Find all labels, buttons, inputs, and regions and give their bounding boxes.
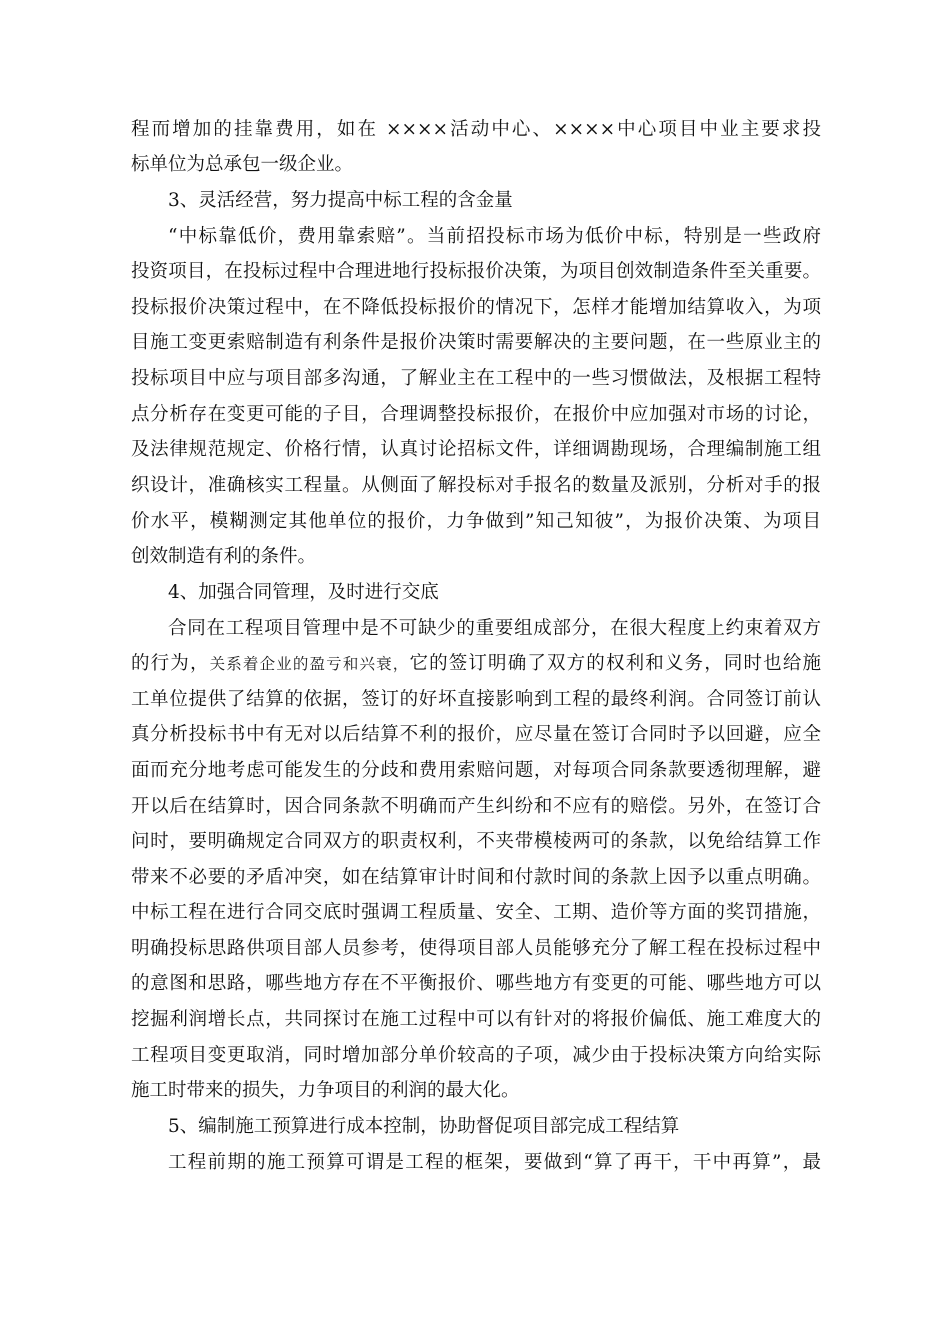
text-line: 面而充分地考虑可能发生的分歧和费用索赔问题，对每项合同条款要透彻理解，避 [131,760,821,781]
text-line: 程而增加的挂靠费用，如在 ××××活动中心、××××中心项目中业主要求投 [131,119,821,140]
text-line: 标单位为总承包一级企业。 [131,154,354,175]
section-heading-3: 3、灵活经营，努力提高中标工程的含金量 [168,190,513,211]
text-run: 它的签订明确了双方的权利和义务，同时也给施 [409,653,821,674]
text-run: 的行为， [131,653,210,674]
text-line: 挖掘利润增长点，共同探讨在施工过程中可以有针对的将报价偏低、施工难度大的 [131,1009,821,1030]
text-line: 合同在工程项目管理中是不可缺少的重要组成部分，在很大程度上约束着双方 [168,618,821,639]
text-line: 真分析投标书中有无对以后结算不利的报价，应尽量在签订合同时予以回避，应全 [131,724,821,745]
text-line: 施工时带来的损失，力争项目的利润的最大化。 [131,1080,520,1101]
text-line: 织设计，准确核实工程量。从侧面了解投标对手报名的数量及派别，分析对手的报 [131,475,821,496]
text-run-small: 关系着企业的盈亏和兴衰， [209,655,410,673]
text-line: “中标靠低价，费用靠索赔”。当前招投标市场为低价中标，特别是一些政府 [168,226,821,247]
text-line-mixed [131,647,821,681]
text-line: 开以后在结算时，因合同条款不明确而产生纠纷和不应有的赔偿。另外，在签订合 [131,796,821,817]
text-line: 创效制造有利的条件。 [131,546,317,567]
text-line: 投资项目，在投标过程中合理进地行投标报价决策，为项目创效制造条件至关重要。 [131,261,821,282]
section-heading-5: 5、编制施工预算进行成本控制，协助督促项目部完成工程结算 [168,1116,680,1137]
section-heading-4: 4、加强合同管理，及时进行交底 [168,582,439,603]
text-line: 带来不必要的矛盾冲突，如在结算审计时间和付款时间的条款上因予以重点明确。 [131,867,821,888]
text-line: 的意图和思路，哪些地方存在不平衡报价、哪些地方有变更的可能、哪些地方可以 [131,973,821,994]
text-line: 明确投标思路供项目部人员参考，使得项目部人员能够充分了解工程在投标过程中 [131,938,821,959]
text-line: 及法律规范规定、价格行情，认真讨论招标文件，详细调勘现场，合理编制施工组 [131,439,821,460]
text-line: 工单位提供了结算的依据，签订的好坏直接影响到工程的最终利润。合同签订前认 [131,689,821,710]
text-line: 工程项目变更取消，同时增加部分单价较高的子项，减少由于投标决策方向给实际 [131,1045,821,1066]
text-line: 问时，要明确规定合同双方的职责权利，不夹带模棱两可的条款，以免给结算工作 [131,831,821,852]
text-line: 工程前期的施工预算可谓是工程的框架，要做到“算了再干，干中再算”，最 [168,1152,821,1173]
text-line: 价水平，模糊测定其他单位的报价，力争做到”知己知彼”，为报价决策、为项目 [131,511,821,532]
text-line: 投标报价决策过程中，在不降低投标报价的情况下，怎样才能增加结算收入，为项 [131,297,821,318]
text-line: 点分析存在变更可能的子目，合理调整投标报价，在报价中应加强对市场的讨论， [131,404,821,425]
text-line: 目施工变更索赔制造有利条件是报价决策时需要解决的主要问题，在一些原业主的 [131,332,821,353]
text-line: 投标项目中应与项目部多沟通，了解业主在工程中的一些习惯做法，及根据工程特 [131,368,821,389]
text-line: 中标工程在进行合同交底时强调工程质量、安全、工期、造价等方面的奖罚措施， [131,902,821,923]
